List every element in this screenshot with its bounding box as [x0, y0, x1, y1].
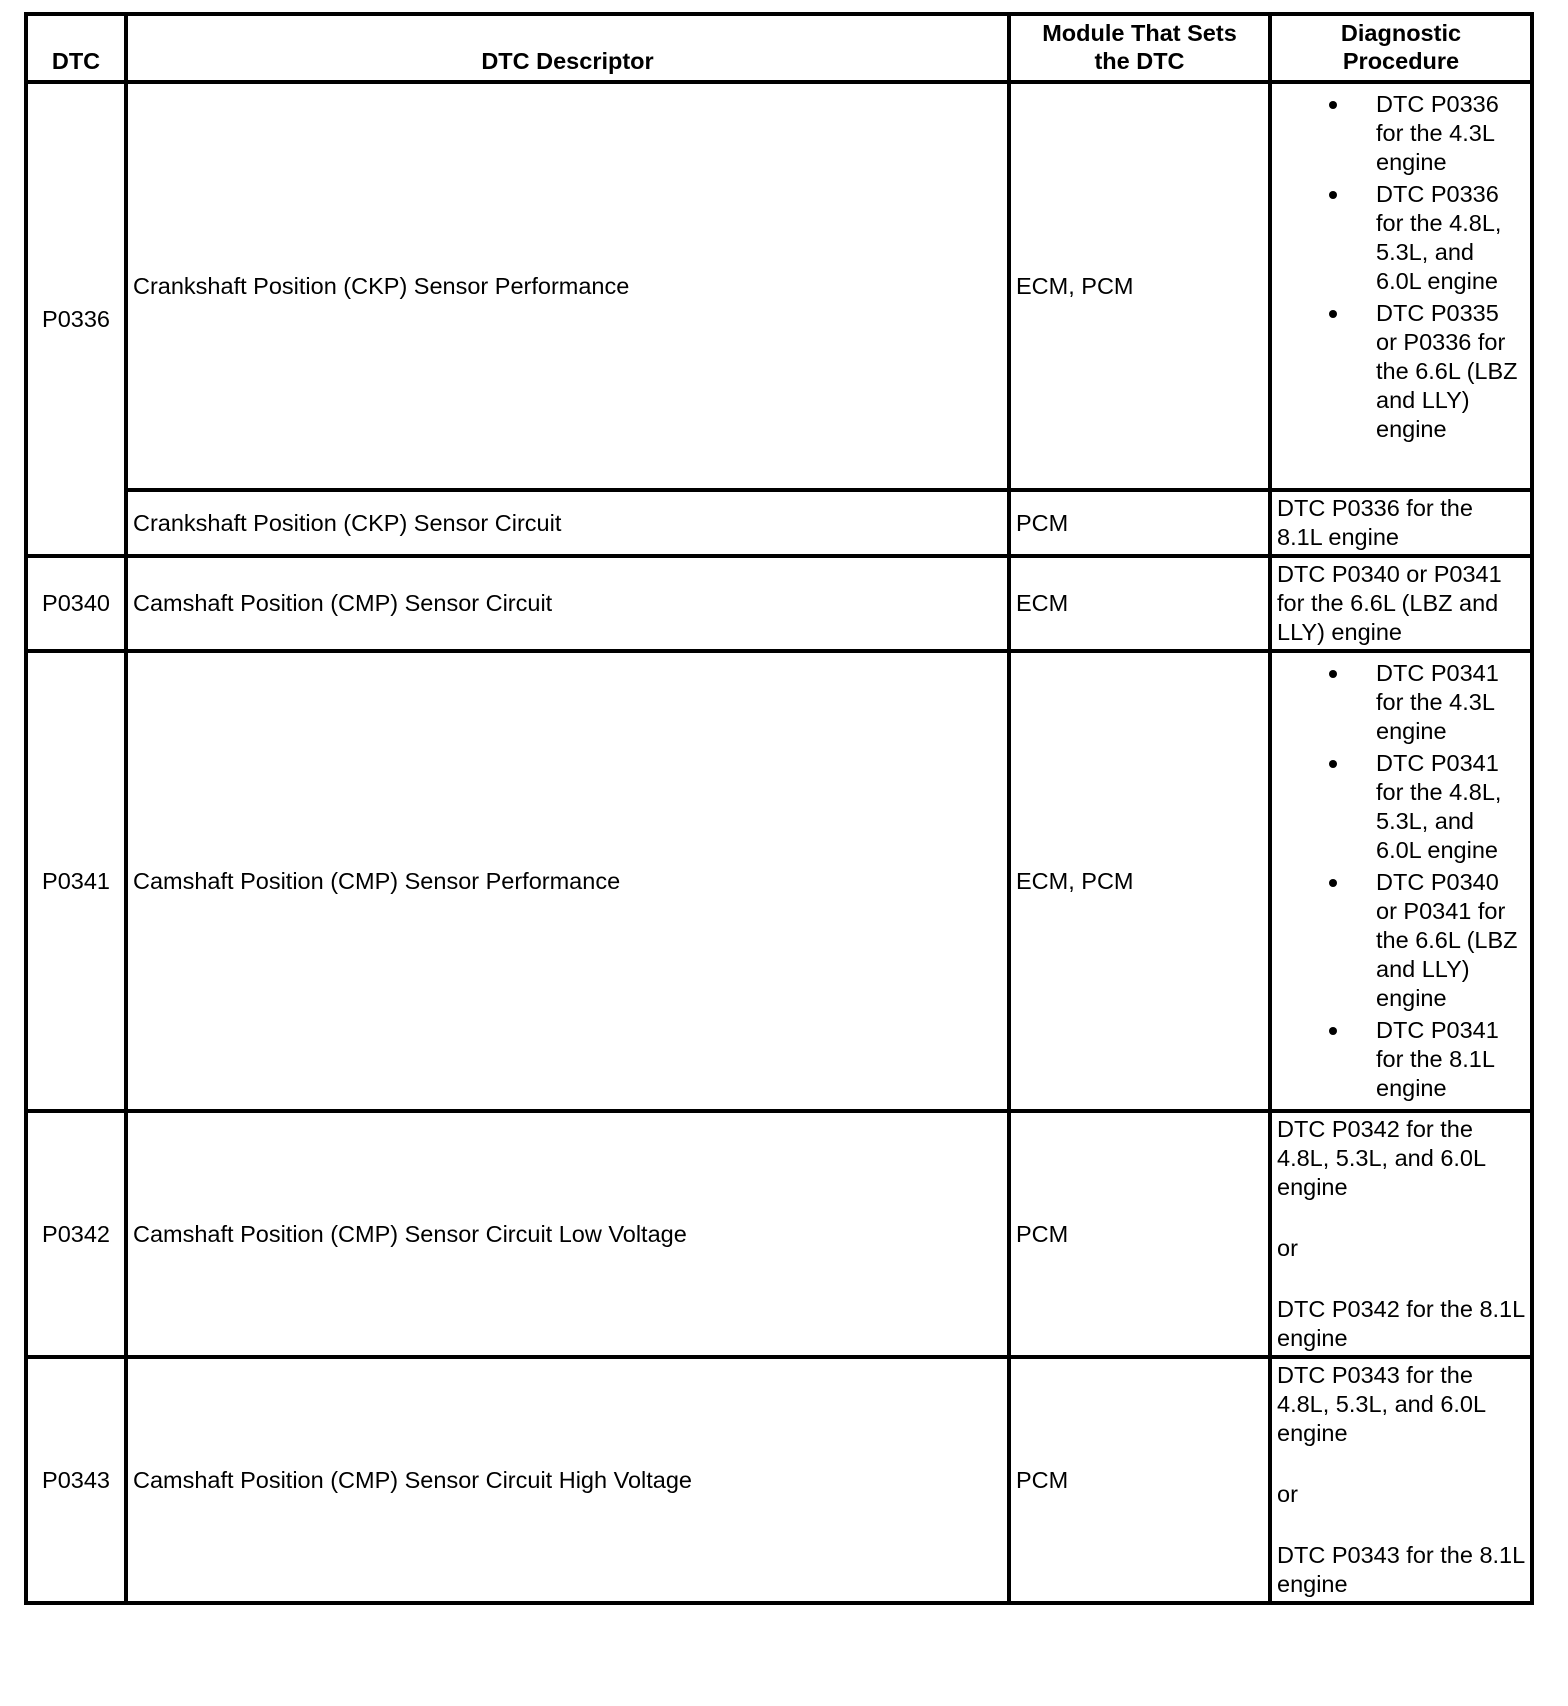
header-descriptor: DTC Descriptor: [126, 14, 1009, 82]
module-cell: ECM, PCM: [1009, 651, 1270, 1111]
procedure-item[interactable]: DTC P0335 or P0336 for the 6.6L (LBZ and LLY) engine: [1277, 299, 1525, 444]
procedure-cell: [1270, 1111, 1532, 1357]
procedure-item[interactable]: DTC P0336 for the 4.3L engine: [1277, 90, 1525, 177]
procedure-list: [1277, 90, 1525, 444]
procedure-item[interactable]: DTC P0341 for the 4.8L, 5.3L, and 6.0L engine: [1277, 749, 1525, 865]
dtc-descriptor: Camshaft Position (CMP) Sensor Circuit: [126, 556, 1009, 651]
dtc-descriptor: Camshaft Position (CMP) Sensor Circuit High Voltage: [126, 1357, 1009, 1603]
dtc-code: P0336: [26, 82, 126, 556]
table-row: [26, 556, 1532, 651]
header-procedure-line2: Procedure: [1342, 48, 1460, 74]
module-cell: ECM, PCM: [1009, 82, 1270, 490]
table-row: [26, 651, 1532, 1111]
procedure-link[interactable]: DTC P0342 for the 4.8L, 5.3L, and 6.0L engine: [1277, 1116, 1486, 1200]
dtc-descriptor: Camshaft Position (CMP) Sensor Circuit Low Voltage: [126, 1111, 1009, 1357]
procedure-item[interactable]: DTC P0341 for the 4.3L engine: [1277, 659, 1525, 746]
dtc-code: P0340: [26, 556, 126, 651]
dtc-descriptor: Crankshaft Position (CKP) Sensor Performance: [126, 82, 1009, 490]
procedure-item[interactable]: DTC P0340 or P0341 for the 6.6L (LBZ and LLY) engine: [1277, 868, 1525, 1013]
header-row: [26, 14, 1532, 82]
procedure-cell: [1270, 1357, 1532, 1603]
procedure-link[interactable]: DTC P0343 for the 8.1L engine: [1277, 1542, 1525, 1597]
procedure-link[interactable]: DTC P0342 for the 8.1L engine: [1277, 1296, 1525, 1351]
procedure-link[interactable]: DTC P0340 or P0341 for the 6.6L (LBZ and LLY) engine: [1270, 556, 1532, 651]
dtc-code: P0343: [26, 1357, 126, 1603]
procedure-cell: [1270, 651, 1532, 1111]
header-module: [1009, 14, 1270, 82]
dtc-table: [24, 12, 1534, 1605]
dtc-descriptor: Camshaft Position (CMP) Sensor Performance: [126, 651, 1009, 1111]
table-row: [26, 1357, 1532, 1603]
dtc-code: P0341: [26, 651, 126, 1111]
or-text: or: [1277, 1481, 1298, 1507]
header-module-line2: the DTC: [1094, 48, 1185, 74]
procedure-cell: [1270, 82, 1532, 490]
header-procedure: [1270, 14, 1532, 82]
header-dtc: DTC: [26, 14, 126, 82]
procedure-item[interactable]: DTC P0336 for the 4.8L, 5.3L, and 6.0L engine: [1277, 180, 1525, 296]
module-cell: PCM: [1009, 1357, 1270, 1603]
procedure-item[interactable]: DTC P0341 for the 8.1L engine: [1277, 1016, 1525, 1103]
table-row: [26, 82, 1532, 490]
dtc-code: P0342: [26, 1111, 126, 1357]
module-cell: ECM: [1009, 556, 1270, 651]
module-cell: PCM: [1009, 1111, 1270, 1357]
module-cell: PCM: [1009, 490, 1270, 556]
procedure-link[interactable]: DTC P0336 for the 8.1L engine: [1270, 490, 1532, 556]
or-text: or: [1277, 1235, 1298, 1261]
dtc-descriptor: Crankshaft Position (CKP) Sensor Circuit: [126, 490, 1009, 556]
table-row: [26, 1111, 1532, 1357]
header-procedure-line1: Diagnostic: [1340, 20, 1462, 46]
table-row: [26, 490, 1532, 556]
procedure-list: [1277, 659, 1525, 1103]
procedure-link[interactable]: DTC P0343 for the 4.8L, 5.3L, and 6.0L engine: [1277, 1362, 1486, 1446]
header-module-line1: Module That Sets: [1042, 20, 1237, 46]
